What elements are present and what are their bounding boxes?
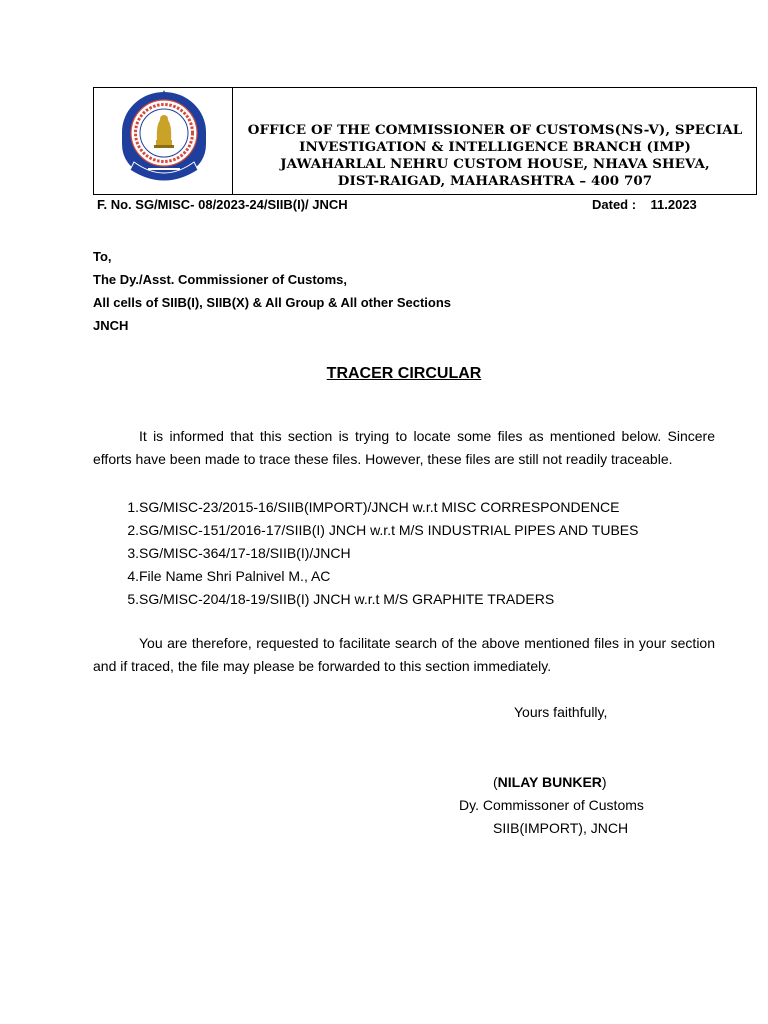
addressee-line-3: JNCH <box>93 318 129 333</box>
addressee-line-1: The Dy./Asst. Commissioner of Customs, <box>93 272 348 287</box>
list-text: SG/MISC-364/17-18/SIIB(I)/JNCH <box>139 545 351 561</box>
salutation-to: To, <box>93 249 112 264</box>
logo-cell <box>94 88 233 194</box>
list-item <box>93 588 638 611</box>
name-close-paren: ) <box>601 774 607 790</box>
dated-value: 11.2023 <box>650 197 697 212</box>
list-number: 5. <box>127 591 139 607</box>
list-number: 3. <box>127 545 139 561</box>
intro-paragraph: It is informed that this section is trying to locate some files as mentioned below. Sincere efforts have been made to trace these files. However, these files are still not readily traceable. <box>93 428 715 467</box>
list-number: 4. <box>127 568 139 584</box>
file-number: F. No. SG/MISC- 08/2023-24/SIIB(I)/ JNCH <box>97 197 348 212</box>
list-number: 1. <box>127 499 139 515</box>
addressee-line-2: All cells of SIIB(I), SIIB(X) & All Group & All other Sections <box>93 295 452 310</box>
file-list <box>93 496 638 611</box>
signatory-name <box>493 774 607 790</box>
office-title <box>234 122 756 190</box>
date-line <box>592 197 697 212</box>
circular-title: TRACER CIRCULAR <box>326 365 482 382</box>
closing: Yours faithfully, <box>514 704 608 720</box>
list-text: File Name Shri Palnivel M., AC <box>139 568 331 584</box>
list-item <box>93 565 638 588</box>
list-item <box>93 519 638 542</box>
name-open-paren: ( <box>493 774 498 790</box>
office-line-4: DIST-RAIGAD, MAHARASHTRA – 400 707 <box>337 173 653 189</box>
dated-label: Dated : <box>592 197 637 212</box>
office-line-2: INVESTIGATION & INTELLIGENCE BRANCH (IMP) <box>299 139 691 155</box>
office-line-3: JAWAHARLAL NEHRU CUSTOM HOUSE, NHAVA SHEVA, <box>280 156 710 172</box>
office-line-1: OFFICE OF THE COMMISSIONER OF CUSTOMS(NS-V), SPECIAL <box>247 122 743 138</box>
list-text: SG/MISC-23/2015-16/SIIB(IMPORT)/JNCH w.r.t MISC CORRESPONDENCE <box>139 499 620 515</box>
list-item <box>93 542 638 565</box>
list-number: 2. <box>127 522 139 538</box>
signatory-designation: Dy. Commissoner of Customs <box>459 797 644 813</box>
signatory-unit: SIIB(IMPORT), JNCH <box>493 820 629 836</box>
name-text: NILAY BUNKER <box>497 774 602 790</box>
list-item <box>93 496 638 519</box>
letterhead <box>93 87 757 195</box>
request-paragraph: You are therefore, requested to facilitate search of the above mentioned files in your section and if traced, the file may please be forwarded to this section immediately. <box>93 635 715 674</box>
list-text: SG/MISC-151/2016-17/SIIB(I) JNCH w.r.t M/S INDUSTRIAL PIPES AND TUBES <box>139 522 639 538</box>
customs-emblem-icon <box>116 88 212 188</box>
list-text: SG/MISC-204/18-19/SIIB(I) JNCH w.r.t M/S GRAPHITE TRADERS <box>139 591 555 607</box>
